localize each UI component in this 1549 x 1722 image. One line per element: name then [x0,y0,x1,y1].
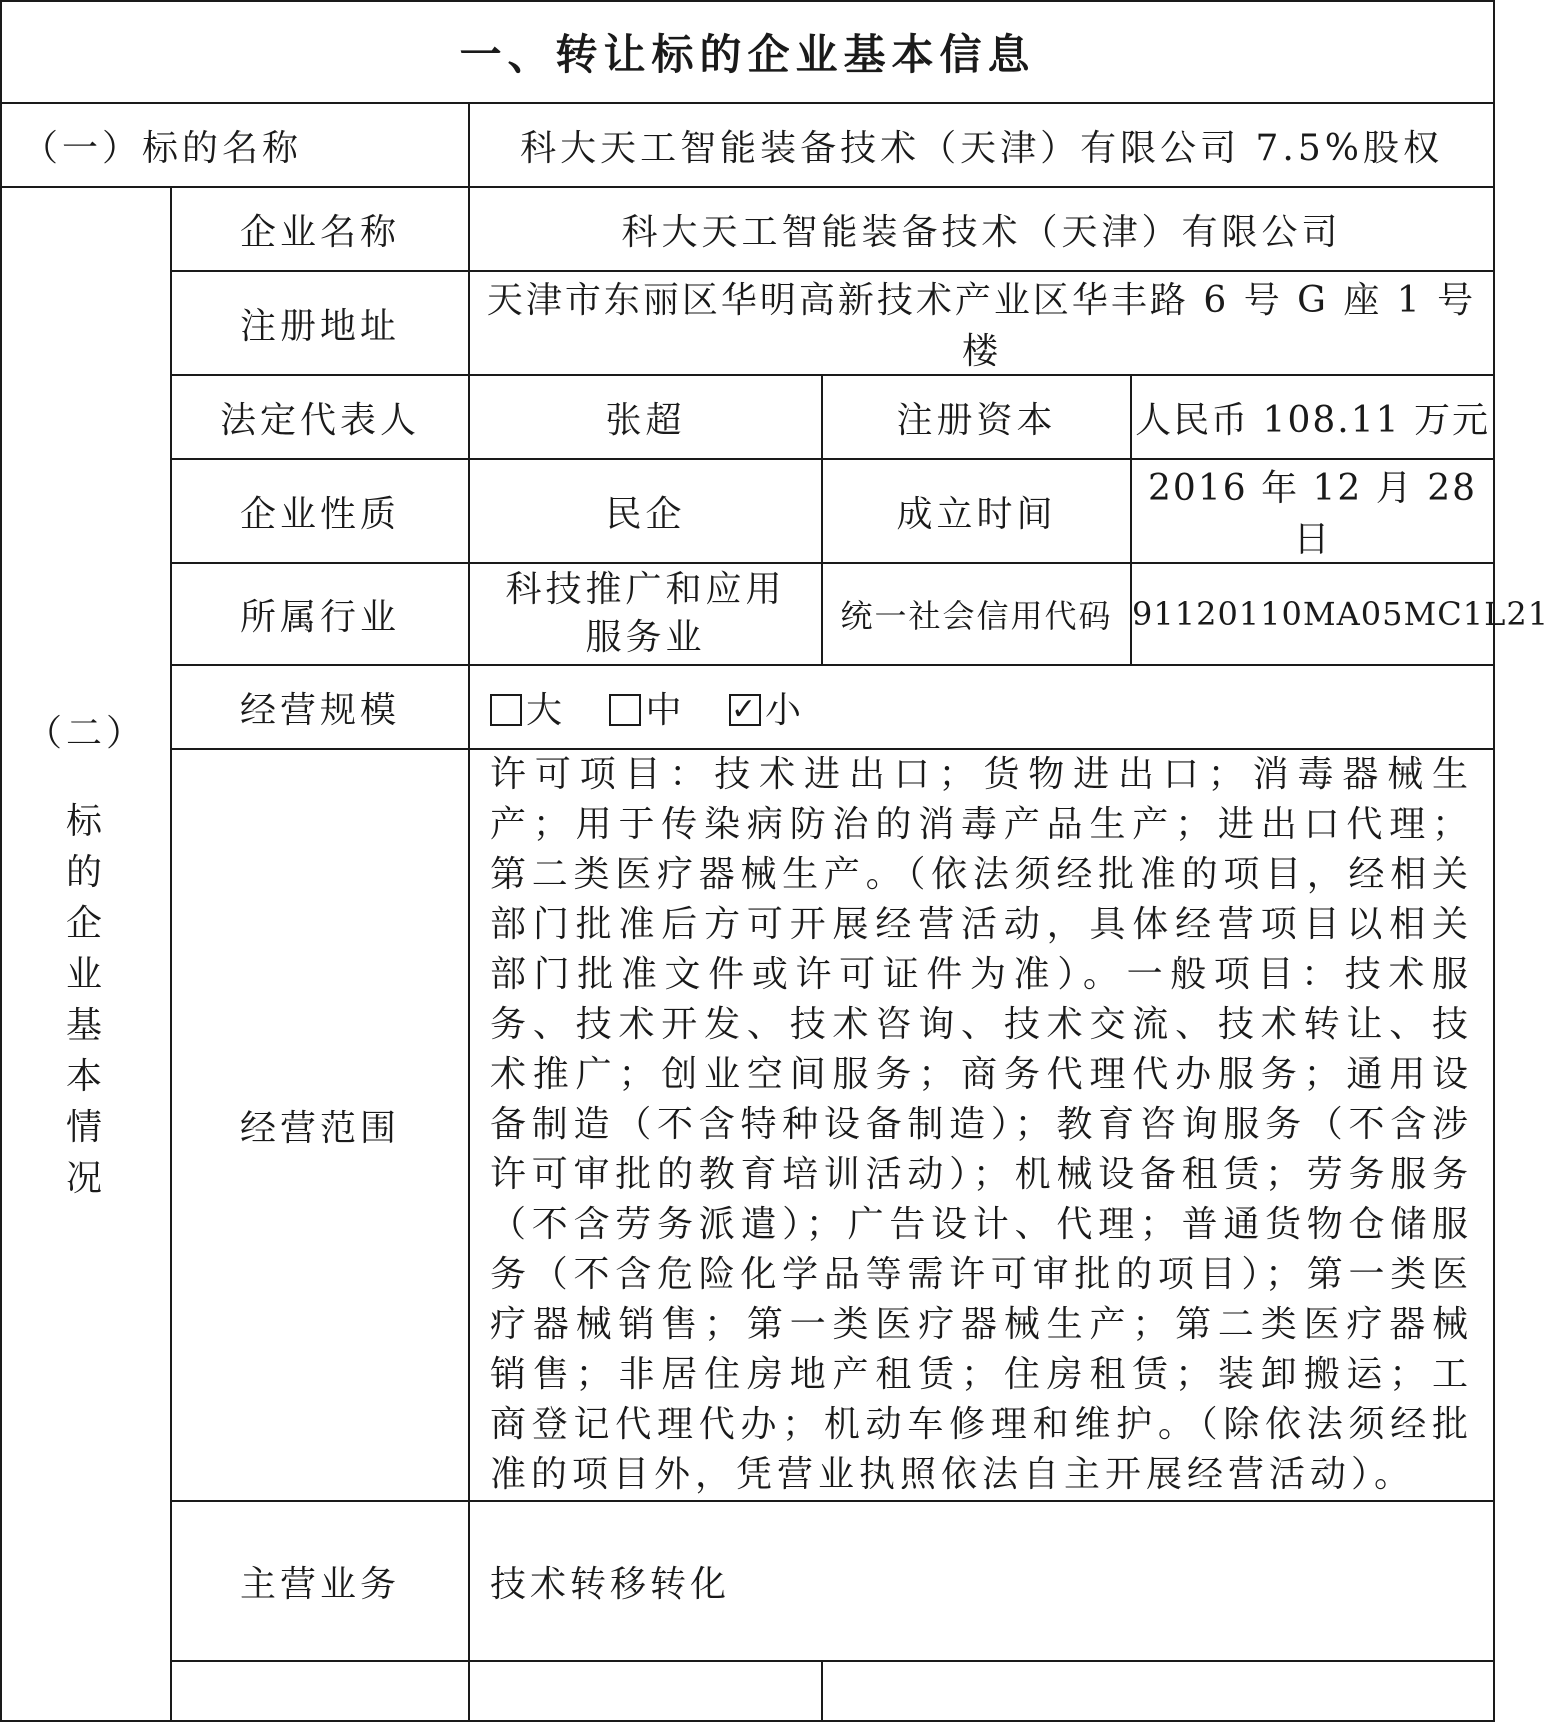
scale-options [469,665,1494,749]
main-business-value: 技术转移转化 [469,1501,1494,1661]
scope-label: 经营范围 [171,749,469,1501]
capital-label: 注册资本 [822,375,1131,459]
section2-label-vertical: 标的企业基本情况 [66,800,107,1199]
founded-label: 成立时间 [822,459,1131,563]
legal-rep-label: 法定代表人 [171,375,469,459]
nature-value: 民企 [469,459,822,563]
scale-option-medium[interactable] [609,690,685,731]
section2-label-top: （二） [25,712,146,754]
next-row-cell [822,1661,1494,1721]
scale-label: 经营规模 [171,665,469,749]
target-name-value: 科大天工智能装备技术（天津）有限公司 7.5%股权 [469,103,1494,187]
founded-value: 2016 年 12 月 28 日 [1131,459,1494,563]
nature-label: 企业性质 [171,459,469,563]
page-title: 一、转让标的企业基本信息 [1,1,1494,103]
checkbox-medium[interactable] [609,694,641,726]
next-row-cell [171,1661,469,1721]
target-name-label: （一）标的名称 [1,103,469,187]
checkbox-small-checked[interactable]: ✓ [730,691,761,727]
legal-rep-value: 张超 [469,375,822,459]
credit-code-value: 91120110MA05MC1L21 [1131,563,1494,665]
scale-option-small-label: 小 [764,689,805,731]
address-value: 天津市东丽区华明高新技术产业区华丰路 6 号 G 座 1 号楼 [469,271,1494,375]
section2-label [1,187,171,1721]
scale-option-medium-label: 中 [645,689,686,731]
company-name-value: 科大天工智能装备技术（天津）有限公司 [469,187,1494,271]
next-row-cell [469,1661,822,1721]
address-label: 注册地址 [171,271,469,375]
company-name-label: 企业名称 [171,187,469,271]
main-business-label: 主营业务 [171,1501,469,1661]
checkbox-large[interactable] [490,694,522,726]
credit-code-label: 统一社会信用代码 [822,563,1131,665]
industry-value: 科技推广和应用服务业 [469,563,822,665]
scale-option-small[interactable] [729,690,805,731]
industry-label: 所属行业 [171,563,469,665]
capital-value: 人民币 108.11 万元 [1131,375,1494,459]
scale-option-large[interactable] [490,690,566,731]
scale-option-large-label: 大 [526,689,567,731]
scope-value: 许可项目：技术进出口；货物进出口；消毒器械生产；用于传染病防治的消毒产品生产；进出口代理；第二类医疗器械生产。（依法须经批准的项目，经相关部门批准后方可开展经营活动，具体经营项目以相关部门批准文件或许可证件为准）。一般项目：技术服务、技术开发、技术咨询、技术交流、技术转让、技术推广；创业空间服务；商务代理代办服务；通用设备制造（不含特种设备制造）；教育咨询服务（不含涉许可审批的教育培训活动）；机械设备租赁；劳务服务（不含劳务派遣）；广告设计、代理；普通货物仓储服务（不含危险化学品等需许可审批的项目）；第一类医疗器械销售；第一类医疗器械生产；第二类医疗器械销售；非居住房地产租赁；住房租赁；装卸搬运；工商登记代理代办；机动车修理和维护。（除依法须经批准的项目外，凭营业执照依法自主开展经营活动）。 [469,749,1494,1501]
